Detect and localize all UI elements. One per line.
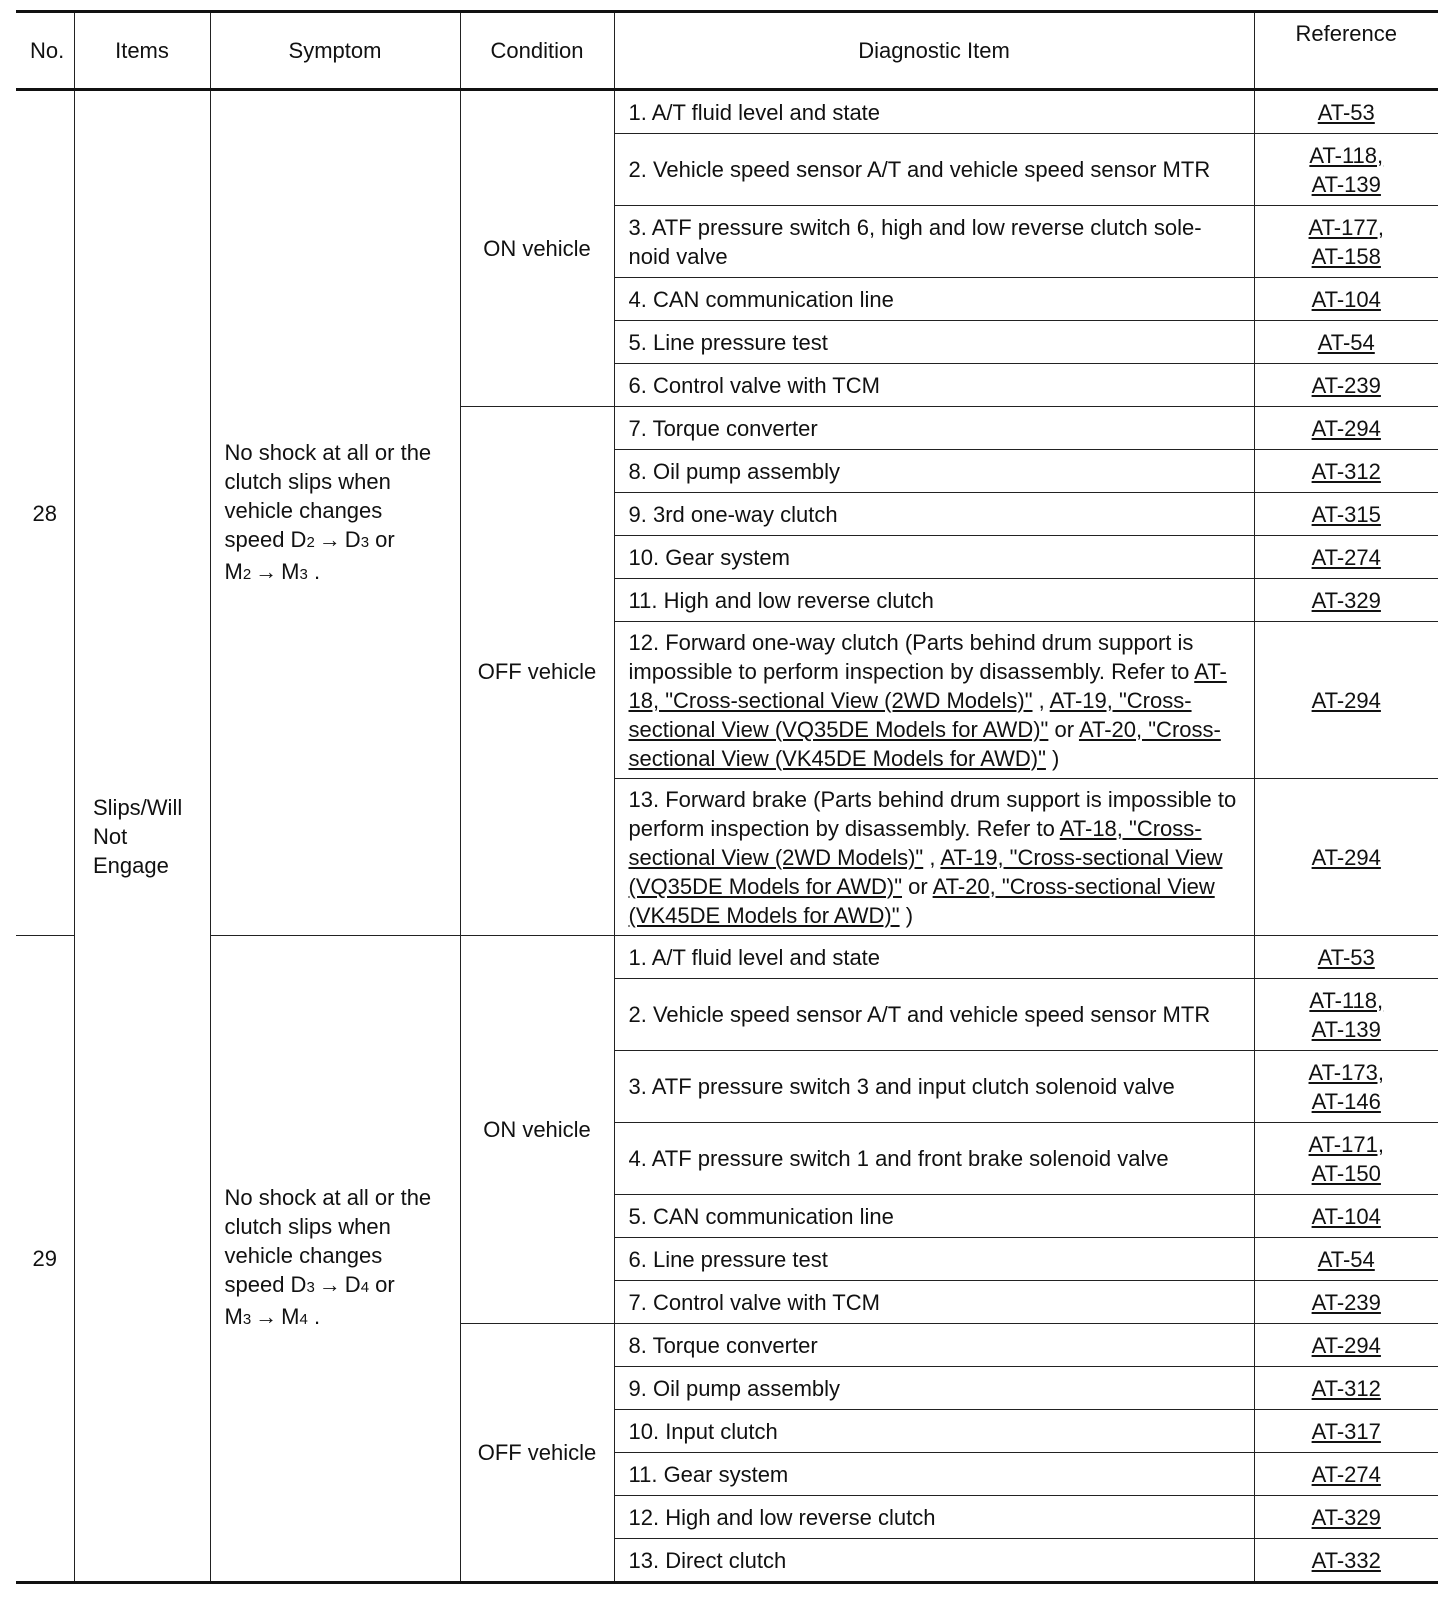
reference-link[interactable]: AT-315 [1311, 501, 1381, 527]
gear-subscript: 4 [299, 1311, 308, 1328]
reference-link[interactable]: AT-329 [1311, 587, 1381, 613]
diagnostic-item: 2. Vehicle speed sensor A/T and vehicle speed sensor MTR [614, 979, 1254, 1051]
reference-link[interactable]: AT-139 [1311, 171, 1381, 197]
diagnostic-item: 8. Oil pump assembly [614, 450, 1254, 493]
header-condition: Condition [460, 12, 614, 90]
reference-link[interactable]: AT-53 [1317, 944, 1375, 970]
reference-link[interactable]: AT-150 [1311, 1160, 1381, 1186]
closing-paren: ) [1052, 745, 1060, 771]
reference-link[interactable]: AT-54 [1317, 1246, 1375, 1272]
reference-link[interactable]: AT-53 [1317, 99, 1375, 125]
gear-subscript: 2 [242, 565, 252, 583]
condition-cell: ON vehicle [460, 936, 614, 1324]
reference-link[interactable]: AT-312 [1311, 458, 1381, 484]
reference-cell [1254, 536, 1438, 579]
reference-link[interactable]: AT-312 [1311, 1375, 1381, 1401]
reference-cell [1254, 1195, 1438, 1238]
gear-subscript: 3 [299, 565, 308, 583]
arrow-icon: → [255, 558, 278, 584]
reference-cell [1254, 1281, 1438, 1324]
speed-prefix: speed D [224, 526, 307, 552]
reference-cell [1254, 1324, 1438, 1367]
reference-link[interactable]: AT-139 [1311, 1016, 1381, 1042]
diagnostic-item: 1. A/T fluid level and state [614, 90, 1254, 134]
reference-link[interactable]: AT-171, [1308, 1131, 1384, 1157]
condition-cell: ON vehicle [460, 90, 614, 407]
reference-link[interactable]: AT-294 [1311, 1332, 1381, 1358]
reference-link[interactable]: AT-118, [1309, 987, 1384, 1013]
speed-prefix: speed D [224, 1272, 307, 1297]
diagnostic-item: 5. Line pressure test [614, 321, 1254, 364]
separator: or [1054, 716, 1075, 742]
reference-cell [1254, 278, 1438, 321]
arrow-icon: → [318, 526, 341, 552]
table-header-row [16, 12, 1438, 90]
diagnostic-item: 3. ATF pressure switch 6, high and low reverse clutch sole-noid valve [614, 206, 1254, 278]
symptom-cell [210, 936, 460, 1583]
table-row [16, 90, 1438, 134]
diagnostic-item: 13. Direct clutch [614, 1539, 1254, 1583]
header-items: Items [74, 12, 210, 90]
gear-letter: M [224, 558, 243, 584]
diagnostic-item: 4. ATF pressure switch 1 and front brake solenoid valve [614, 1123, 1254, 1195]
reference-link[interactable]: AT-239 [1311, 1289, 1381, 1315]
reference-link[interactable]: AT-329 [1311, 1504, 1381, 1530]
items-label-line: Slips/Will [93, 795, 183, 820]
item-text: 13. Forward brake (Parts behind drum support is impossible to perform inspection by disassembly. Refer to [628, 786, 1237, 841]
reference-cell [1254, 493, 1438, 536]
diagnostic-item: 7. Control valve with TCM [614, 1281, 1254, 1324]
diagnostic-item: 9. 3rd one-way clutch [614, 493, 1254, 536]
items-label [93, 793, 213, 880]
reference-cell [1254, 1410, 1438, 1453]
cross-section-link[interactable]: AT-19, "Cross-sectional View (VQ35DE Models for AWD)" [628, 844, 1223, 899]
reference-cell [1254, 1123, 1438, 1195]
row-number: 28 [16, 90, 74, 936]
diagnostic-item: 10. Gear system [614, 536, 1254, 579]
reference-link[interactable]: AT-274 [1311, 544, 1381, 570]
diagnostic-item: 5. CAN communication line [614, 1195, 1254, 1238]
diagnostic-item: 2. Vehicle speed sensor A/T and vehicle speed sensor MTR [614, 134, 1254, 206]
diagnostic-item: 1. A/T fluid level and state [614, 936, 1254, 979]
gear-letter: D [344, 526, 361, 552]
header-reference: Reference [1254, 12, 1438, 90]
reference-cell [1254, 364, 1438, 407]
period: . [313, 1304, 321, 1329]
condition-cell: OFF vehicle [460, 407, 614, 936]
diagnostic-item: 9. Oil pump assembly [614, 1367, 1254, 1410]
reference-link[interactable]: AT-294 [1311, 844, 1381, 870]
reference-cell [1254, 979, 1438, 1051]
symptom-cell [210, 90, 460, 936]
reference-cell [1254, 206, 1438, 278]
gear-subscript: 4 [360, 1279, 370, 1296]
reference-link[interactable]: AT-118, [1309, 142, 1384, 168]
gear-subscript: 3 [242, 1311, 252, 1328]
reference-cell [1254, 450, 1438, 493]
reference-cell [1254, 1496, 1438, 1539]
period: . [313, 558, 321, 584]
diagnostic-item: 10. Input clutch [614, 1410, 1254, 1453]
or-text: or [375, 1272, 395, 1297]
reference-cell [1254, 936, 1438, 979]
gear-subscript: 3 [360, 533, 370, 551]
diagnostic-item: 6. Line pressure test [614, 1238, 1254, 1281]
diagnostic-item: 8. Torque converter [614, 1324, 1254, 1367]
reference-cell [1254, 1367, 1438, 1410]
gear-letter: M [224, 1304, 243, 1329]
reference-cell [1254, 579, 1438, 622]
reference-cell [1254, 622, 1438, 779]
arrow-icon: → [318, 1272, 341, 1297]
gear-letter: D [344, 1272, 361, 1297]
separator: , [929, 844, 936, 870]
cross-section-link[interactable]: AT-20, "Cross-sectional View (VK45DE Models for AWD)" [628, 716, 1221, 771]
reference-cell [1254, 321, 1438, 364]
separator: or [908, 873, 928, 899]
reference-link[interactable]: AT-274 [1311, 1461, 1381, 1487]
arrow-icon: → [255, 1304, 278, 1329]
reference-cell [1254, 779, 1438, 936]
items-label-line: Engage [93, 853, 169, 878]
reference-cell [1254, 90, 1438, 134]
condition-cell: OFF vehicle [460, 1324, 614, 1583]
reference-cell [1254, 134, 1438, 206]
items-label-line: Not [93, 824, 128, 849]
reference-link[interactable]: AT-239 [1311, 372, 1381, 398]
diagnostic-item: 11. Gear system [614, 1453, 1254, 1496]
reference-link[interactable]: AT-332 [1311, 1547, 1381, 1573]
reference-link[interactable]: AT-104 [1311, 1203, 1381, 1229]
header-symptom: Symptom [210, 12, 460, 90]
diagnostic-item: 3. ATF pressure switch 3 and input clutch solenoid valve [614, 1051, 1254, 1123]
items-cell-bottom [74, 936, 210, 1583]
gear-subscript: 3 [306, 1279, 315, 1296]
symptom-text: No shock at all or the clutch slips when vehicle changes [224, 439, 432, 523]
reference-link[interactable]: AT-54 [1317, 329, 1375, 355]
symptom-text: No shock at all or the clutch slips when vehicle changes [224, 1185, 432, 1268]
gear-letter: M [281, 558, 300, 584]
reference-link[interactable]: AT-173, [1308, 1059, 1384, 1085]
row-number: 29 [16, 936, 74, 1583]
cross-section-link[interactable]: AT-19, "Cross-sectional View (VQ35DE Models for AWD)" [628, 687, 1192, 742]
diagnostic-item [614, 779, 1254, 936]
header-diagnostic-item: Diagnostic Item [614, 12, 1254, 90]
reference-link[interactable]: AT-104 [1311, 286, 1381, 312]
cross-section-link[interactable]: AT-18, "Cross-sectional View (2WD Models)" [628, 658, 1227, 713]
reference-link[interactable]: AT-294 [1311, 687, 1381, 713]
gear-letter: M [281, 1304, 300, 1329]
or-text: or [375, 526, 395, 552]
reference-cell [1254, 1051, 1438, 1123]
table-row [16, 936, 1438, 979]
diagnostic-item: 12. High and low reverse clutch [614, 1496, 1254, 1539]
diagnostic-item: 6. Control valve with TCM [614, 364, 1254, 407]
reference-link[interactable]: AT-294 [1311, 415, 1381, 441]
diagnostic-item: 7. Torque converter [614, 407, 1254, 450]
header-no: No. [16, 12, 74, 90]
reference-link[interactable]: AT-146 [1311, 1088, 1381, 1114]
closing-paren: ) [905, 902, 914, 928]
cross-section-link[interactable]: AT-18, "Cross-sectional View (2WD Models)" [628, 815, 1202, 870]
reference-link[interactable]: AT-317 [1311, 1418, 1381, 1444]
reference-link[interactable]: AT-177, [1308, 214, 1384, 240]
diagnosis-table [16, 10, 1438, 1584]
separator: , [1038, 687, 1045, 713]
reference-cell [1254, 1238, 1438, 1281]
item-text: 12. Forward one-way clutch (Parts behind drum support is impossible to perform inspection by disassembly. Refer to [628, 629, 1194, 684]
reference-link[interactable]: AT-158 [1311, 243, 1381, 269]
cross-section-link[interactable]: AT-20, "Cross-sectional View (VK45DE Models for AWD)" [628, 873, 1215, 928]
diagnostic-item: 11. High and low reverse clutch [614, 579, 1254, 622]
diagnostic-item: 4. CAN communication line [614, 278, 1254, 321]
diagnostic-item [614, 622, 1254, 779]
reference-cell [1254, 1453, 1438, 1496]
reference-cell [1254, 1539, 1438, 1583]
gear-subscript: 2 [306, 533, 315, 551]
reference-cell [1254, 407, 1438, 450]
